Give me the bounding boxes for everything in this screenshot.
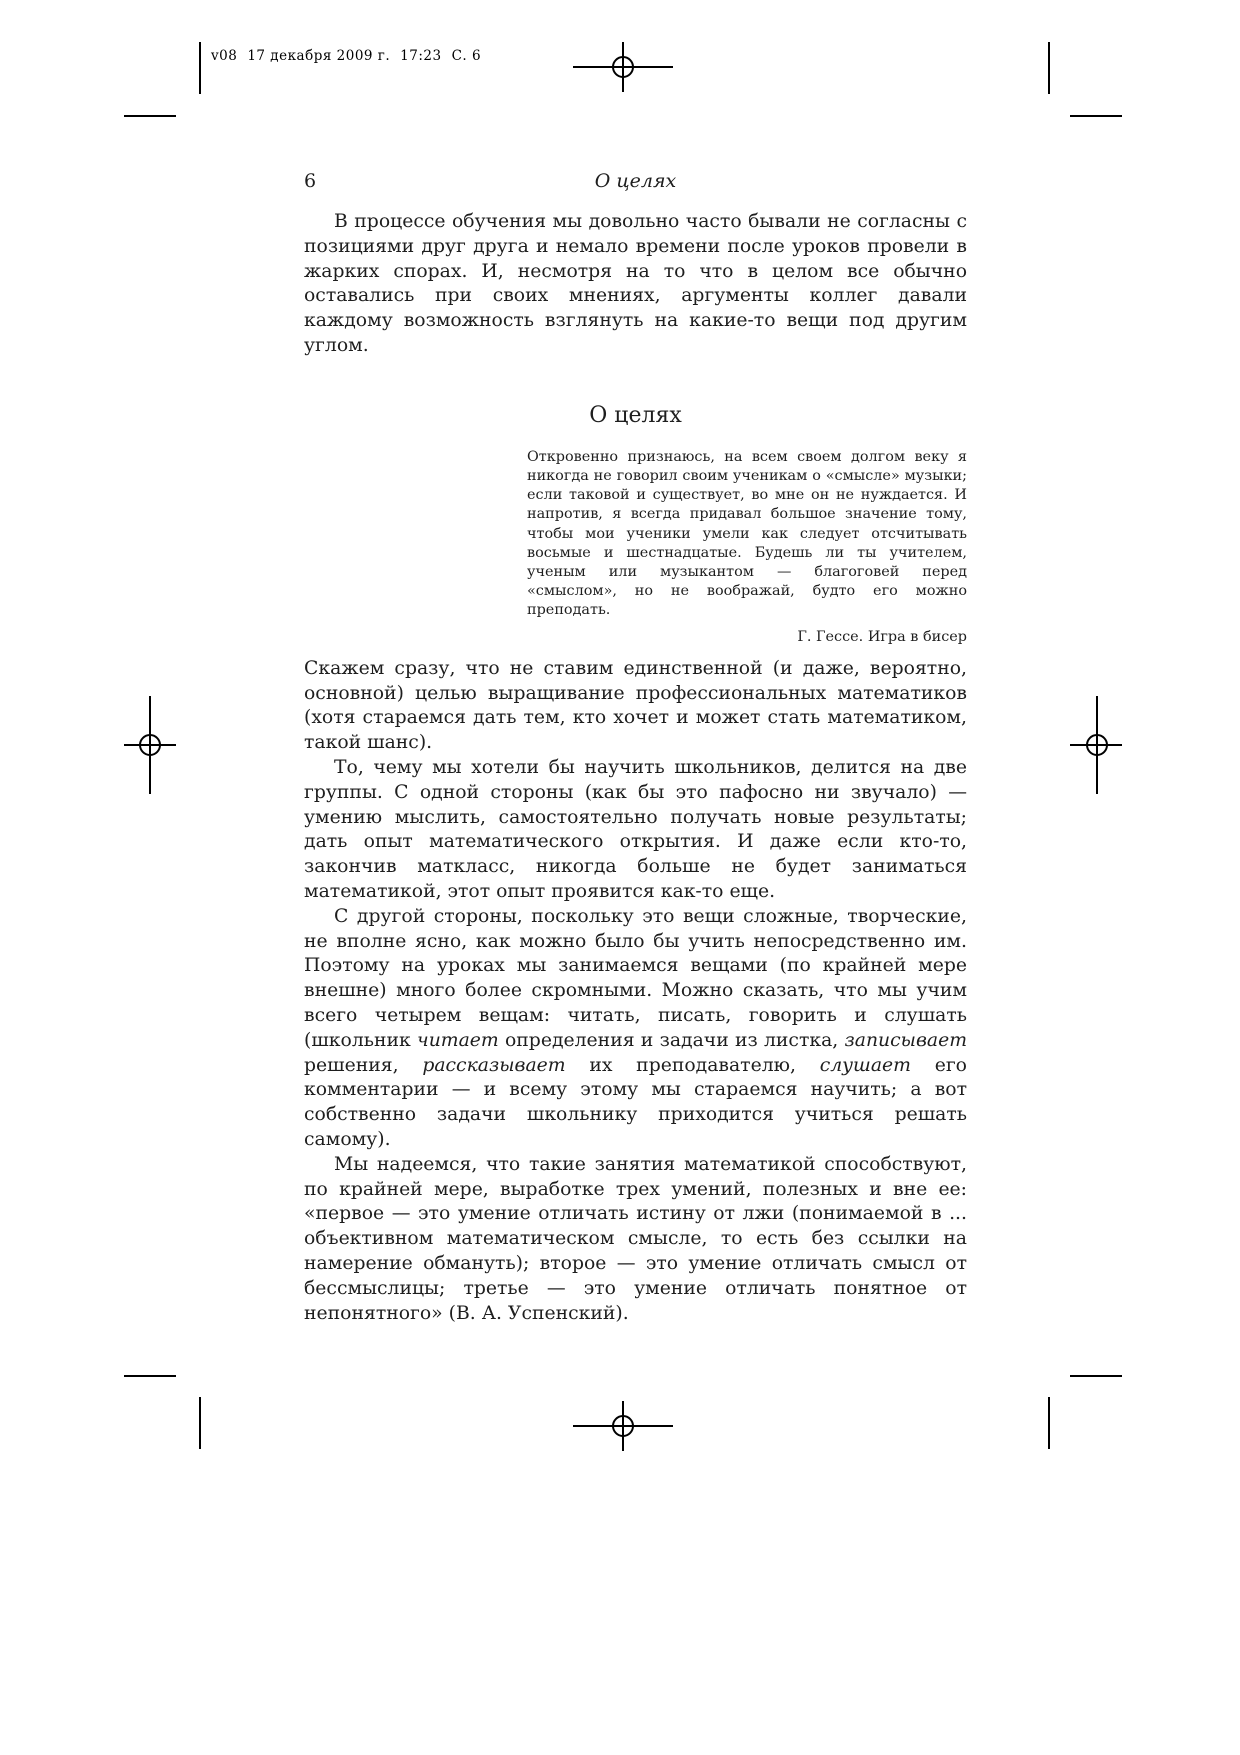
epigraph-source: Г. Гессе. Игра в бисер	[797, 628, 967, 645]
printer-slug	[211, 48, 491, 64]
text-run: его комментарии — и всему этому мы стараемся научить; а вот собственно задачи школьнику приходится учиться решать самому).	[304, 1054, 967, 1150]
epigraph	[527, 448, 967, 647]
crop-mark	[124, 1375, 176, 1377]
text-run: С другой стороны, поскольку это вещи сложные, творческие, не вполне ясно, как можно было бы учить непосредственно им. Поэтому на уроках мы занимаемся вещами (по крайней мере внешне) много более скромными. Можно сказать, что мы учим всего четырем вещам: читать, писать, говорить и слушать (школьник	[304, 905, 967, 1051]
paragraph: Скажем сразу, что не ставим единственной (и даже, вероятно, основной) целью выращивание профессиональных математиков (хотя стараемся дать тем, кто хочет и может стать математиком, такой шанс).	[304, 657, 967, 754]
epigraph-text: Откровенно признаюсь, на всем своем долгом веку я никогда не говорил своим ученикам о «смысле» музыки; если таковой и существует, во мне он не нуждается. И напротив, я всегда придавал большое значение тому, чтобы мои ученики умели как следует отсчитывать восьмые и шестнадцатые. Будешь ли ты учителем, ученым или музыкантом — благоговей перед «смыслом», но не воображай, будто его можно преподать.	[527, 448, 967, 619]
section-heading: О целях	[589, 402, 682, 428]
text-run: определения и задачи из листка,	[498, 1029, 845, 1051]
crop-mark	[1048, 42, 1050, 94]
text-run: их преподавателю,	[565, 1054, 820, 1076]
running-head	[304, 170, 967, 198]
emphasis: читает	[417, 1029, 499, 1051]
slug-code: v08	[211, 48, 238, 64]
page-number: 6	[304, 170, 317, 192]
intro-paragraph: В процессе обучения мы довольно часто бывали не согласны с позициями друг друга и немало времени после уроков провели в жарких спорах. И, несмотря на то что в целом все обычно оставались при своих мнениях, аргументы коллег давали каждому возможность взглянуть на какие-то вещи под другим углом.	[304, 211, 967, 356]
text-run: решения,	[304, 1054, 423, 1076]
emphasis: записывает	[844, 1029, 967, 1051]
slug-page: С. 6	[451, 48, 482, 64]
paragraph: То, чему мы хотели бы научить школьников, делится на две группы. С одной стороны (как бы это пафосно ни звучало) — умению мыслить, самостоятельно получать новые результаты; дать опыт математического открытия. И даже если кто-то, закончив маткласс, никогда больше не будет заниматься математикой, этот опыт проявится как-то еще.	[304, 757, 967, 902]
emphasis: слушает	[819, 1054, 911, 1076]
crop-mark	[1070, 1375, 1122, 1377]
crop-mark	[199, 42, 201, 94]
registration-circle	[139, 734, 161, 756]
page-body	[304, 170, 967, 1326]
running-head-title: О целях	[594, 170, 677, 192]
paragraph	[304, 905, 967, 1153]
paragraph: Мы надеемся, что такие занятия математикой способствуют, по крайней мере, выработке трех умений, полезных и вне ее: «первое — это умение отличать истину от лжи (понимаемой в ... объективном математическом смысле, то есть без ссылки на намерение обмануть); второе — это умение отличать смысл от бессмыслицы; третье — это умение отличать понятное от непонятного» (В. А. Успенский).	[304, 1153, 967, 1324]
crop-mark	[124, 115, 176, 117]
slug-time: 17:23	[400, 48, 442, 64]
slug-date: 17 декабря 2009 г.	[247, 48, 391, 64]
emphasis: рассказывает	[422, 1054, 566, 1076]
registration-circle	[1086, 734, 1108, 756]
crop-mark	[1070, 115, 1122, 117]
registration-circle	[612, 1415, 634, 1437]
crop-mark	[1048, 1397, 1050, 1449]
registration-circle	[612, 56, 634, 78]
crop-mark	[199, 1397, 201, 1449]
